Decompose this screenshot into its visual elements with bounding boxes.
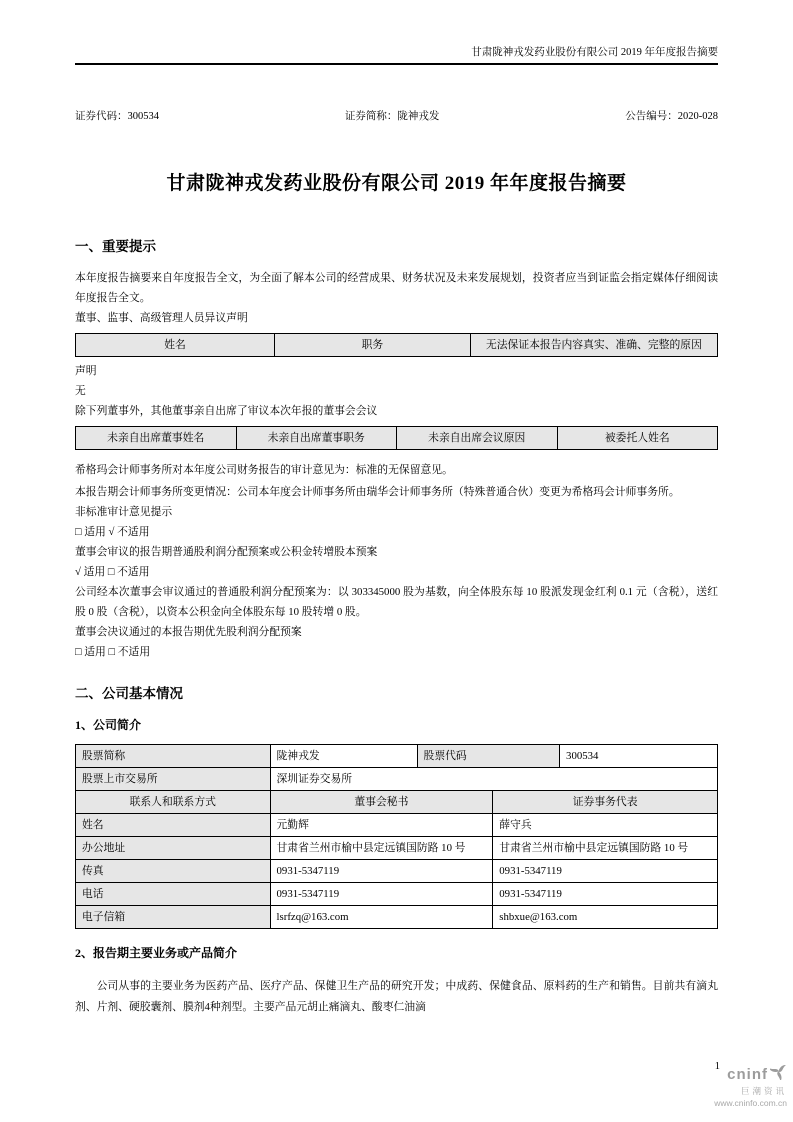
stock-code-cell-label: 股票代码 <box>417 745 560 768</box>
cninfo-logo-row <box>714 1063 787 1085</box>
statement-value: 无 <box>75 385 86 397</box>
exchange-cell-value: 深圳证券交易所 <box>270 768 717 791</box>
contact-row-label: 办公地址 <box>76 837 271 860</box>
contact-header-secretary: 董事会秘书 <box>270 791 493 814</box>
stock-abbr-cell-value: 陇神戎发 <box>270 745 417 768</box>
exchange-cell-label: 股票上市交易所 <box>76 768 271 791</box>
table-row <box>76 768 718 791</box>
header-rule <box>75 63 718 65</box>
representative-name: 薛守兵 <box>493 814 718 837</box>
table-row <box>76 334 718 357</box>
section-1-heading: 一、重要提示 <box>75 239 156 254</box>
announcement-number <box>625 109 718 124</box>
table-row <box>76 814 718 837</box>
stock-abbr-value: 陇神戎发 <box>397 111 440 122</box>
section-1-intro: 本年度报告摘要来自年度报告全文，为全面了解本公司的经营成果、财务状况及未来发展规划，投资者应当到证监会指定媒体仔细阅读年度报告全文。 <box>75 272 718 304</box>
dissent-col-name: 姓名 <box>76 334 275 357</box>
absent-col-delegate: 被委托人姓名 <box>557 427 718 450</box>
absent-col-reason: 未亲自出席会议原因 <box>397 427 558 450</box>
nonstandard-audit-choice: □ 适用 √ 不适用 <box>75 526 150 538</box>
preferred-dividend-title: 董事会决议通过的本报告期优先股利润分配预案 <box>75 626 302 638</box>
absent-col-name: 未亲自出席董事姓名 <box>76 427 237 450</box>
page-number: 1 <box>714 1061 720 1072</box>
audit-opinion: 希格玛会计师事务所对本年度公司财务报告的审计意见为：标准的无保留意见。 <box>75 464 453 476</box>
cninfo-logo-chinese: 巨潮资讯 <box>740 1086 787 1096</box>
announcement-number-value: 2020-028 <box>677 111 718 122</box>
cninfo-logo-text: cninf <box>727 1065 768 1083</box>
cninfo-swirl-icon <box>770 1063 787 1085</box>
cninfo-logo-url: www.cninfo.com.cn <box>714 1098 787 1108</box>
statement-label: 声明 <box>75 365 97 377</box>
contact-header-representative: 证券事务代表 <box>493 791 718 814</box>
contact-header-label: 联系人和联系方式 <box>76 791 271 814</box>
dividend-plan-choice: √ 适用 □ 不适用 <box>75 566 150 578</box>
attendance-note: 除下列董事外，其他董事亲自出席了审议本次年报的董事会会议 <box>75 405 378 417</box>
meta-row <box>75 109 718 124</box>
table-row <box>76 427 718 450</box>
company-profile-table <box>75 744 718 929</box>
stock-abbr <box>345 109 440 124</box>
stock-code-label: 证券代码： <box>75 111 128 122</box>
dissent-statement-title: 董事、监事、高级管理人员异议声明 <box>75 312 248 324</box>
dissent-col-reason: 无法保证本报告内容真实、准确、完整的原因 <box>470 334 717 357</box>
business-heading: 2、报告期主要业务或产品简介 <box>75 946 238 960</box>
secretary-name: 元勤辉 <box>270 814 493 837</box>
representative-phone: 0931-5347119 <box>493 883 718 906</box>
secretary-address: 甘肃省兰州市榆中县定远镇国防路 10 号 <box>270 837 493 860</box>
dissent-table <box>75 333 718 357</box>
table-row <box>76 837 718 860</box>
representative-email: shbxue@163.com <box>493 906 718 929</box>
page-content <box>75 0 718 1018</box>
contact-row-label: 姓名 <box>76 814 271 837</box>
dividend-plan-detail: 公司经本次董事会审议通过的普通股利润分配预案为：以 303345000 股为基数，向全体股东每 10 股派发现金红利 0.1 元（含税），送红股 0 股（含税），以资本公积金向全体股东每 10 股转增 0 股。 <box>75 586 718 618</box>
dividend-plan-title: 董事会审议的报告期普通股利润分配预案或公积金转增股本预案 <box>75 546 378 558</box>
stock-code-cell-value: 300534 <box>560 745 718 768</box>
secretary-phone: 0931-5347119 <box>270 883 493 906</box>
contact-row-label: 电子信箱 <box>76 906 271 929</box>
secretary-fax: 0931-5347119 <box>270 860 493 883</box>
contact-row-label: 传真 <box>76 860 271 883</box>
stock-abbr-cell-label: 股票简称 <box>76 745 271 768</box>
table-row <box>76 791 718 814</box>
representative-address: 甘肃省兰州市榆中县定远镇国防路 10 号 <box>493 837 718 860</box>
dissent-col-position: 职务 <box>275 334 471 357</box>
absent-col-position: 未亲自出席董事职务 <box>236 427 397 450</box>
table-row <box>76 906 718 929</box>
cninfo-logo <box>714 1063 787 1108</box>
table-row <box>76 860 718 883</box>
absent-directors-table <box>75 426 718 450</box>
stock-code-value: 300534 <box>127 111 159 122</box>
nonstandard-audit-title: 非标准审计意见提示 <box>75 506 173 518</box>
stock-abbr-label: 证券简称： <box>344 111 398 122</box>
running-head: 甘肃陇神戎发药业股份有限公司 2019 年年度报告摘要 <box>471 47 718 58</box>
document-title: 甘肃陇神戎发药业股份有限公司 2019 年年度报告摘要 <box>166 173 627 194</box>
secretary-email: lsrfzq@163.com <box>270 906 493 929</box>
contact-row-label: 电话 <box>76 883 271 906</box>
stock-code <box>75 109 159 124</box>
announcement-number-label: 公告编号： <box>625 111 678 122</box>
table-row <box>76 883 718 906</box>
representative-fax: 0931-5347119 <box>493 860 718 883</box>
auditor-change-note: 本报告期会计师事务所变更情况：公司本年度会计师事务所由瑞华会计师事务所（特殊普通合伙）变更为希格玛会计师事务所。 <box>75 486 680 498</box>
company-profile-heading: 1、公司简介 <box>75 718 142 732</box>
preferred-dividend-choice: □ 适用 □ 不适用 <box>75 646 151 658</box>
section-2-heading: 二、公司基本情况 <box>75 686 183 701</box>
business-description: 公司从事的主要业务为医药产品、医疗产品、保健卫生产品的研究开发；中成药、保健食品、原料药的生产和销售。目前共有滴丸剂、片剂、硬胶囊剂、膜剂4种剂型。主要产品元胡止痛滴丸、酸枣仁油滴 <box>75 980 718 1013</box>
table-row <box>76 745 718 768</box>
